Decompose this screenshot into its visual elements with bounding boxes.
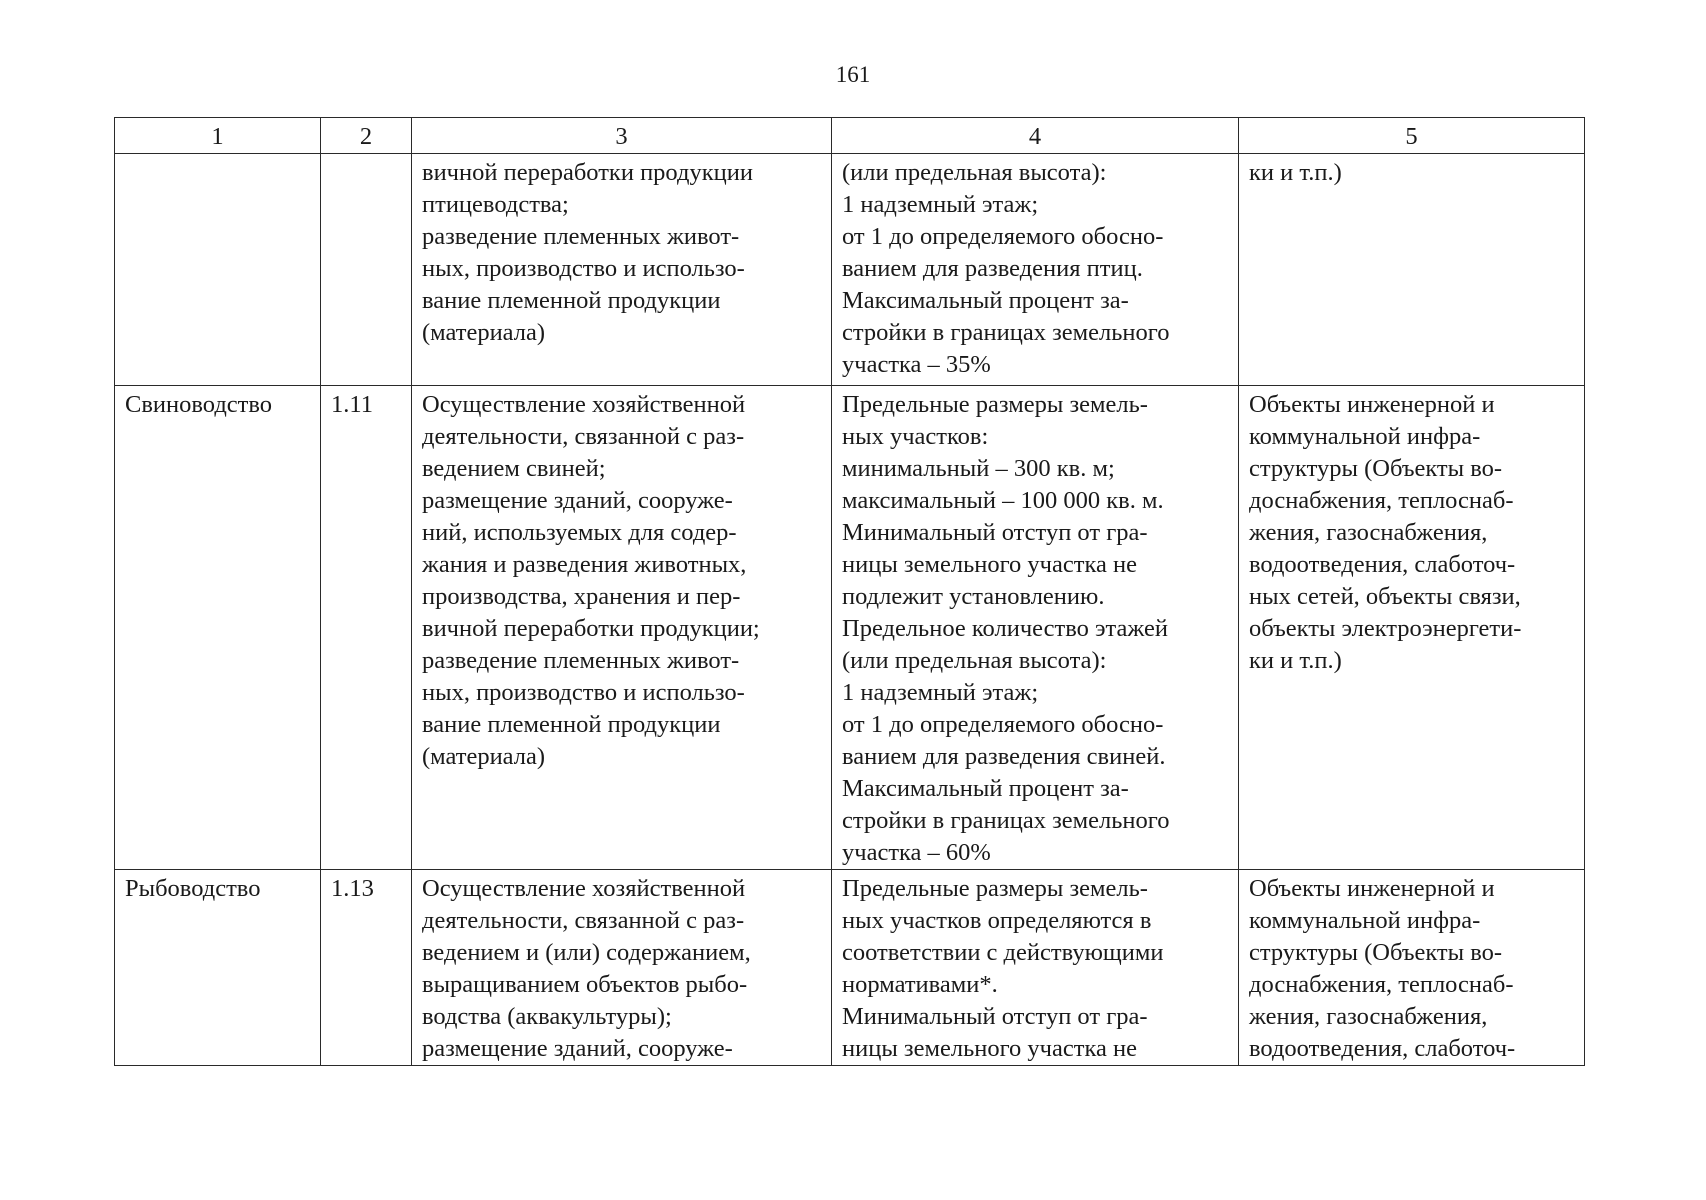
auxiliary-objects-cell: Объекты инженерной и коммунальной инфра- структуры (Объекты во- доснабжения, теплоснаб- жения, газоснабжения, водоотведения, слаботоч- <box>1239 870 1585 1066</box>
column-header-1: 1 <box>115 118 321 154</box>
auxiliary-objects-cell: Объекты инженерной и коммунальной инфра- структуры (Объекты во- доснабжения, теплоснаб- жения, газоснабжения, водоотведения, слаботоч- ных сетей, объекты связи, объекты электроэнергети- ки и т.п.) <box>1239 386 1585 870</box>
column-header-4: 4 <box>832 118 1239 154</box>
use-name-cell: Рыбоводство <box>115 870 321 1066</box>
use-description-cell: Осуществление хозяйственной деятельности, связанной с раз- ведением свиней; размещение зданий, сооруже- ний, используемых для содер- жания и разведения животных, производства, хранения и пер- вичной переработки продукции; разведение племенных живот- ных, производство и использо- вание племенной продукции (материала) <box>412 386 832 870</box>
parameters-cell: Предельные размеры земель- ных участков: минимальный – 300 кв. м; максимальный – 100 000 кв. м. Минимальный отступ от гра- ницы земельного участка не подлежит установлению. Предельное количество этажей (или предельная высота): 1 надземный этаж; от 1 до определяемого обосно- ванием для разведения свиней. Максимальный процент за- стройки в границах земельного участка – 60% <box>832 386 1239 870</box>
parameters-cell: (или предельная высота): 1 надземный этаж; от 1 до определяемого обосно- ванием для разведения птиц. Максимальный процент за- стройки в границах земельного участка – 35% <box>832 154 1239 386</box>
auxiliary-objects-cell: ки и т.п.) <box>1239 154 1585 386</box>
table-row <box>115 154 1585 386</box>
column-header-5: 5 <box>1239 118 1585 154</box>
table-header-row <box>115 118 1585 154</box>
parameters-cell: Предельные размеры земель- ных участков определяются в соответствии с действующими нормативами*. Минимальный отступ от гра- ницы земельного участка не <box>832 870 1239 1066</box>
land-use-regulations-table <box>114 117 1585 1066</box>
use-name-cell: Свиноводство <box>115 386 321 870</box>
column-header-2: 2 <box>321 118 412 154</box>
table-row <box>115 870 1585 1066</box>
column-header-3: 3 <box>412 118 832 154</box>
use-code-cell: 1.13 <box>321 870 412 1066</box>
table-row <box>115 386 1585 870</box>
use-code-cell: 1.11 <box>321 386 412 870</box>
use-description-cell: Осуществление хозяйственной деятельности, связанной с раз- ведением и (или) содержанием, выращиванием объектов рыбо- водства (аквакультуры); размещение зданий, сооруже- <box>412 870 832 1066</box>
use-code-cell <box>321 154 412 386</box>
use-name-cell <box>115 154 321 386</box>
use-description-cell: вичной переработки продукции птицеводства; разведение племенных живот- ных, производство и использо- вание племенной продукции (материала) <box>412 154 832 386</box>
page-number: 161 <box>835 62 871 87</box>
